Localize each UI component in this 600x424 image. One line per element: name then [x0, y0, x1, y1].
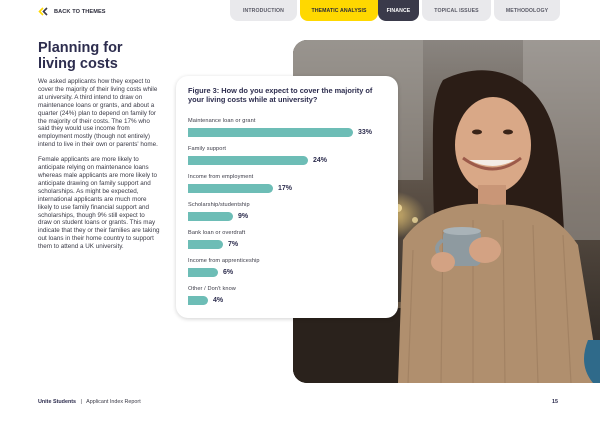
bar-chart [188, 118, 388, 314]
bar-value-label: 7% [228, 241, 239, 248]
paragraph: Female applicants are more likely to anticipate relying on maintenance loans whereas male applicants are more likely to anticipate drawing on family support and scholarships. As might be expected, international applicants are much more likely to use family financial support and scholarships, though 9% still expect to draw on student loans or grants. This may indicate that they or their families are taking out loans in their home country to support them to attend a UK university. [38, 156, 160, 251]
bar-value-label: 9% [238, 213, 249, 220]
bar-value-label: 33% [358, 129, 373, 136]
bar-value-label: 6% [223, 269, 234, 276]
tab-finance[interactable]: FINANCE [378, 0, 419, 21]
page-number: 15 [552, 399, 558, 405]
bar-track [188, 268, 353, 277]
bar-category-label: Scholarship/studentship [188, 202, 250, 208]
bar-value-label: 4% [213, 297, 224, 304]
bar [188, 156, 308, 165]
footer-report-name: Applicant Index Report [86, 399, 141, 405]
bar-category-label: Income from apprenticeship [188, 258, 260, 264]
tab-methodology[interactable]: METHODOLOGY [494, 0, 560, 21]
tab-topical-issues[interactable]: TOPICAL ISSUES [422, 0, 491, 21]
back-to-themes-link[interactable] [38, 7, 106, 16]
footer-brand: Unite Students [38, 399, 77, 405]
bar-row [188, 230, 388, 258]
bar-track [188, 184, 353, 193]
footer-separator: | [80, 399, 82, 405]
figure-card [176, 76, 398, 318]
bar-track [188, 128, 353, 137]
bar [188, 240, 223, 249]
bar [188, 184, 273, 193]
bar-value-label: 24% [313, 157, 328, 164]
bar [188, 212, 233, 221]
section-tabs [230, 0, 560, 22]
page-title: Planning for living costs [38, 40, 123, 72]
bar [188, 128, 353, 137]
bar-row [188, 258, 388, 286]
bar-row [188, 118, 388, 146]
bar-category-label: Maintenance loan or grant [188, 118, 256, 124]
bar [188, 268, 218, 277]
bar-row [188, 202, 388, 230]
bar-row [188, 286, 388, 314]
bar-row [188, 146, 388, 174]
back-label: BACK TO THEMES [54, 8, 106, 15]
bar-category-label: Other / Don't know [188, 286, 236, 292]
bar-row [188, 174, 388, 202]
bar-track [188, 240, 353, 249]
bar-value-label: 17% [278, 185, 293, 192]
body-text [38, 78, 160, 258]
tab-introduction[interactable]: INTRODUCTION [230, 0, 297, 21]
bar-category-label: Income from employment [188, 174, 254, 180]
tab-thematic-analysis[interactable]: THEMATIC ANALYSIS [300, 0, 378, 21]
bar [188, 296, 208, 305]
bar-category-label: Family support [188, 146, 227, 152]
figure-title: Figure 3: How do you expect to cover the majority of your living costs while at university? [188, 86, 373, 104]
bar-track [188, 156, 353, 165]
footer [38, 399, 141, 405]
paragraph: We asked applicants how they expect to cover the majority of their living costs while at university. A third intend to draw on maintenance loans or grants, and about a quarter (24%) plan to depend on family for the majority of their costs. The 17% who said they would use income from employment mostly (though not entirely) intend to live in their own or parents' home. [38, 78, 158, 149]
bar-category-label: Bank loan or overdraft [188, 230, 246, 236]
double-chevron-left-icon [38, 7, 48, 16]
bar-track [188, 212, 353, 221]
